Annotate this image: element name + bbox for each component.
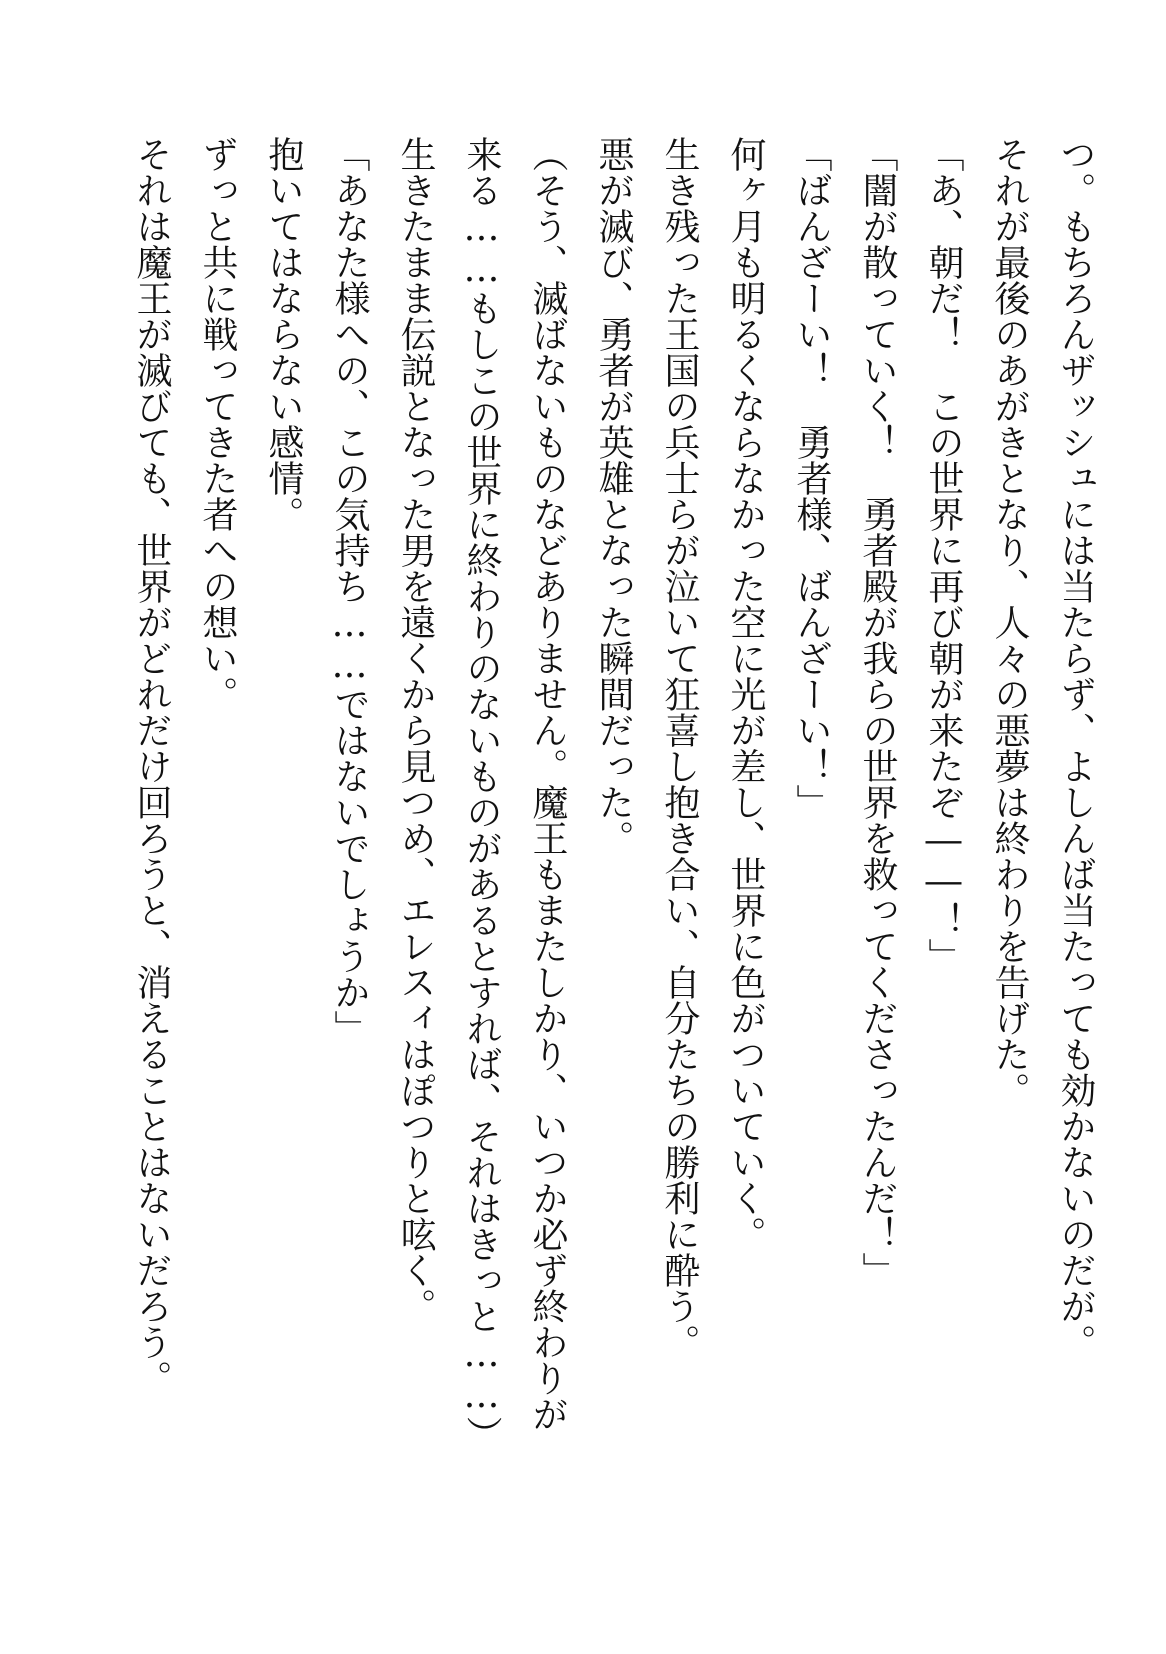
text-line-5: 「ばんざーい！ 勇者様、ばんざーい！」 xyxy=(791,136,832,820)
text-line-8: 悪が滅び、勇者が英雄となった瞬間だった。 xyxy=(593,136,634,856)
text-line-4: 「闇が散っていく！ 勇者殿が我らの世界を救ってくださったんだ！」 xyxy=(857,136,898,1288)
text-line-1: つ。もちろんザッシュには当たらず、よしんば当たっても効かないのだが。 xyxy=(1055,136,1096,1360)
text-line-3: 「あ、朝だ！ この世界に再び朝が来たぞ――！」 xyxy=(923,136,964,974)
text-line-9: （そう、滅ばないものなどありません。魔王もまたしかり、いつか必ず終わりが xyxy=(527,136,568,1432)
vertical-text-block xyxy=(118,136,1108,1576)
text-line-7: 生き残った王国の兵士らが泣いて狂喜し抱き合い、自分たちの勝利に酔う。 xyxy=(659,136,700,1360)
text-line-11: 生きたまま伝説となった男を遠くから見つめ、エレスィはぽつりと呟く。 xyxy=(395,136,436,1324)
text-line-12: 「あなた様への、この気持ち……ではないでしょうか」 xyxy=(329,136,370,1046)
text-line-6: 何ヶ月も明るくならなかった空に光が差し、世界に色がついていく。 xyxy=(725,136,766,1252)
text-line-13: 抱いてはならない感情。 xyxy=(263,136,304,532)
text-line-14: ずっと共に戦ってきた者への想い。 xyxy=(197,136,238,712)
text-line-2: それが最後のあがきとなり、人々の悪夢は終わりを告げた。 xyxy=(989,136,1030,1108)
text-line-10: 来る……もしこの世界に終わりのないものがあるとすれば、それはきっと……） xyxy=(461,136,502,1452)
text-line-15: それは魔王が滅びても、世界がどれだけ回ろうと、消えることはないだろう。 xyxy=(131,136,172,1396)
